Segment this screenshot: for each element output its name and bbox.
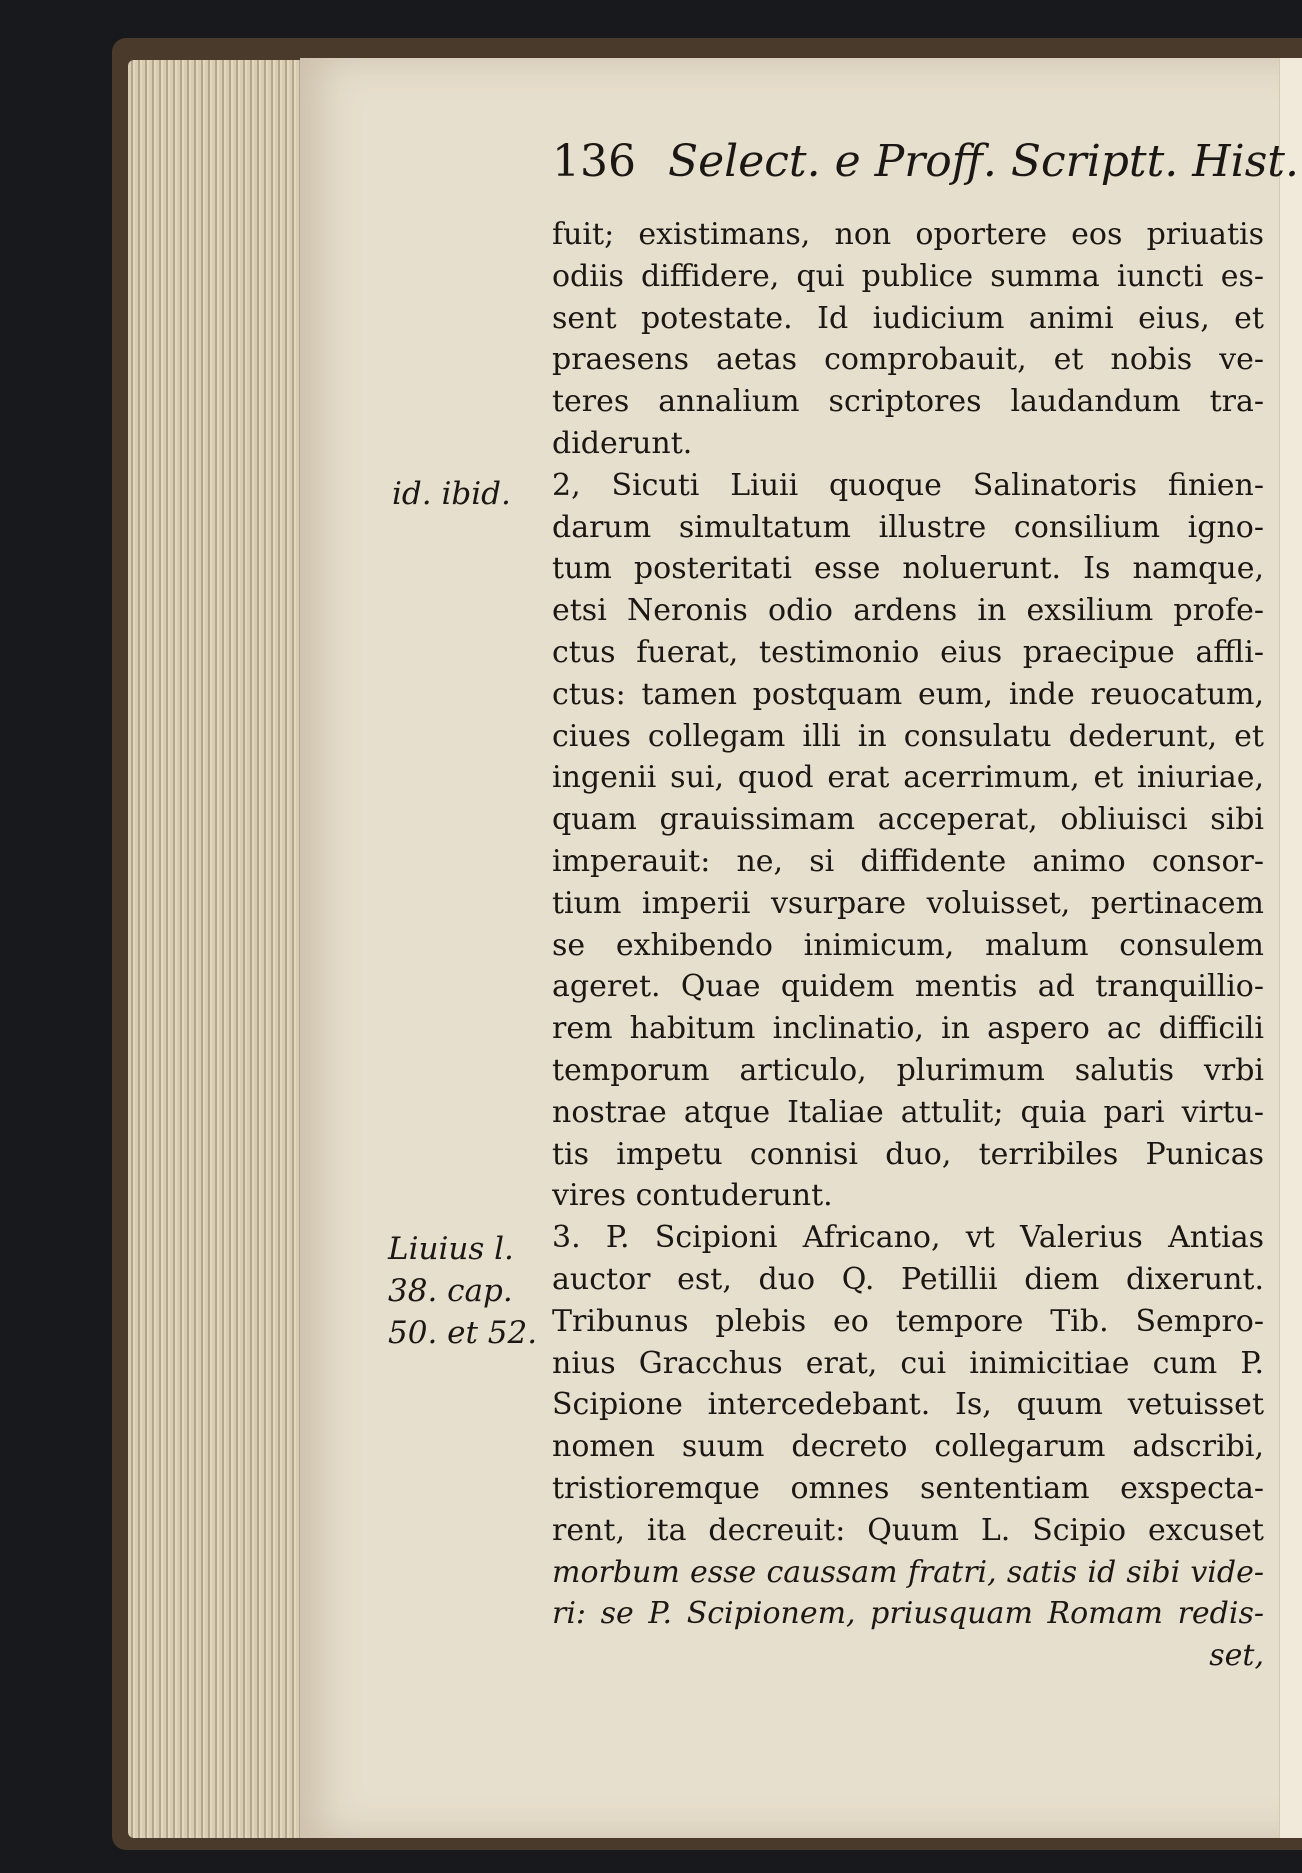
text-line: ri: se P. Scipionem, priusquam Romam redis- bbox=[552, 1596, 1264, 1632]
text-line: teres annalium scriptores laudandum tra- bbox=[552, 384, 1264, 420]
text-line: fuit; existimans, non oportere eos priuatis bbox=[552, 217, 1264, 252]
text-line: etsi Neronis odio ardens in exsilium profe- bbox=[552, 593, 1264, 629]
text-line: nius Gracchus erat, cui inimicitiae cum P. bbox=[552, 1345, 1264, 1381]
text-line: temporum articulo, plurimum salutis vrbi bbox=[552, 1052, 1264, 1088]
text-line: morbum esse caussam fratri, satis id sibi vide- bbox=[552, 1554, 1264, 1590]
text-line: rent, ita decreuit: Quum L. Scipio excuset bbox=[552, 1512, 1264, 1548]
text-line: ciues collegam illi in consulatu dederunt, et bbox=[552, 718, 1264, 754]
text-line: Scipione intercedebant. Is, quum vetuisset bbox=[552, 1387, 1264, 1423]
text-line: tum posteritati esse noluerunt. Is namque, bbox=[552, 551, 1264, 587]
text-line: 2, Sicuti Liuii quoque Salinatoris finien- bbox=[552, 467, 1264, 503]
text-line: darum simultatum illustre consilium igno- bbox=[552, 509, 1264, 545]
margin-note-line: 38. cap. bbox=[388, 1273, 513, 1309]
text-line: odiis diffidere, qui publice summa iuncti es- bbox=[552, 258, 1264, 294]
text-line: ageret. Quae quidem mentis ad tranquillio- bbox=[552, 969, 1264, 1005]
text-line: diderunt. bbox=[552, 425, 693, 461]
text-line: rem habitum inclinatio, in aspero ac difficili bbox=[552, 1011, 1264, 1047]
text-line: auctor est, duo Q. Petillii diem dixerunt. bbox=[552, 1261, 1264, 1297]
text-line: se exhibendo inimicum, malum consulem bbox=[552, 927, 1264, 963]
text-line: ctus: tamen postquam eum, inde reuocatum, bbox=[552, 676, 1264, 712]
margin-note-line: 50. et 52. bbox=[388, 1315, 538, 1351]
text-line: quam grauissimam acceperat, obliuisci sibi bbox=[552, 802, 1264, 838]
margin-note-line: Liuius l. bbox=[388, 1231, 514, 1267]
text-line: tristioremque omnes sententiam exspecta- bbox=[552, 1470, 1264, 1506]
body-text bbox=[552, 214, 1264, 1677]
text-line: tis impetu connisi duo, terribiles Punicas bbox=[552, 1136, 1264, 1172]
margin-note-liuius bbox=[388, 1228, 537, 1354]
text-line: ingenii sui, quod erat acerrimum, et iniuriae, bbox=[552, 760, 1264, 796]
page-number: 136 bbox=[552, 136, 636, 187]
running-head bbox=[552, 136, 1299, 188]
page-edges bbox=[128, 60, 308, 1838]
running-title: Select. e Proff. Scriptt. Hist. bbox=[667, 136, 1299, 187]
text-line: praesens aetas comprobauit, et nobis ve- bbox=[552, 342, 1264, 378]
facing-page-strip bbox=[1279, 58, 1302, 1838]
text-line: imperauit: ne, si diffidente animo consor- bbox=[552, 843, 1264, 879]
text-line: nostrae atque Italiae attulit; quia pari virtu- bbox=[552, 1094, 1264, 1130]
margin-note-id-ibid: id. ibid. bbox=[392, 476, 511, 512]
text-line: 3. P. Scipioni Africano, vt Valerius Antias bbox=[552, 1220, 1264, 1256]
text-line: sent potestate. Id iudicium animi eius, et bbox=[552, 300, 1264, 336]
text-line: set, bbox=[1209, 1638, 1264, 1674]
text-line: tium imperii vsurpare voluisset, pertinacem bbox=[552, 885, 1264, 921]
text-line: Tribunus plebis eo tempore Tib. Sempro- bbox=[552, 1303, 1264, 1339]
text-line: nomen suum decreto collegarum adscribi, bbox=[552, 1429, 1264, 1465]
text-line: vires contuderunt. bbox=[552, 1178, 833, 1214]
text-line: ctus fuerat, testimonio eius praecipue affli- bbox=[552, 634, 1264, 670]
